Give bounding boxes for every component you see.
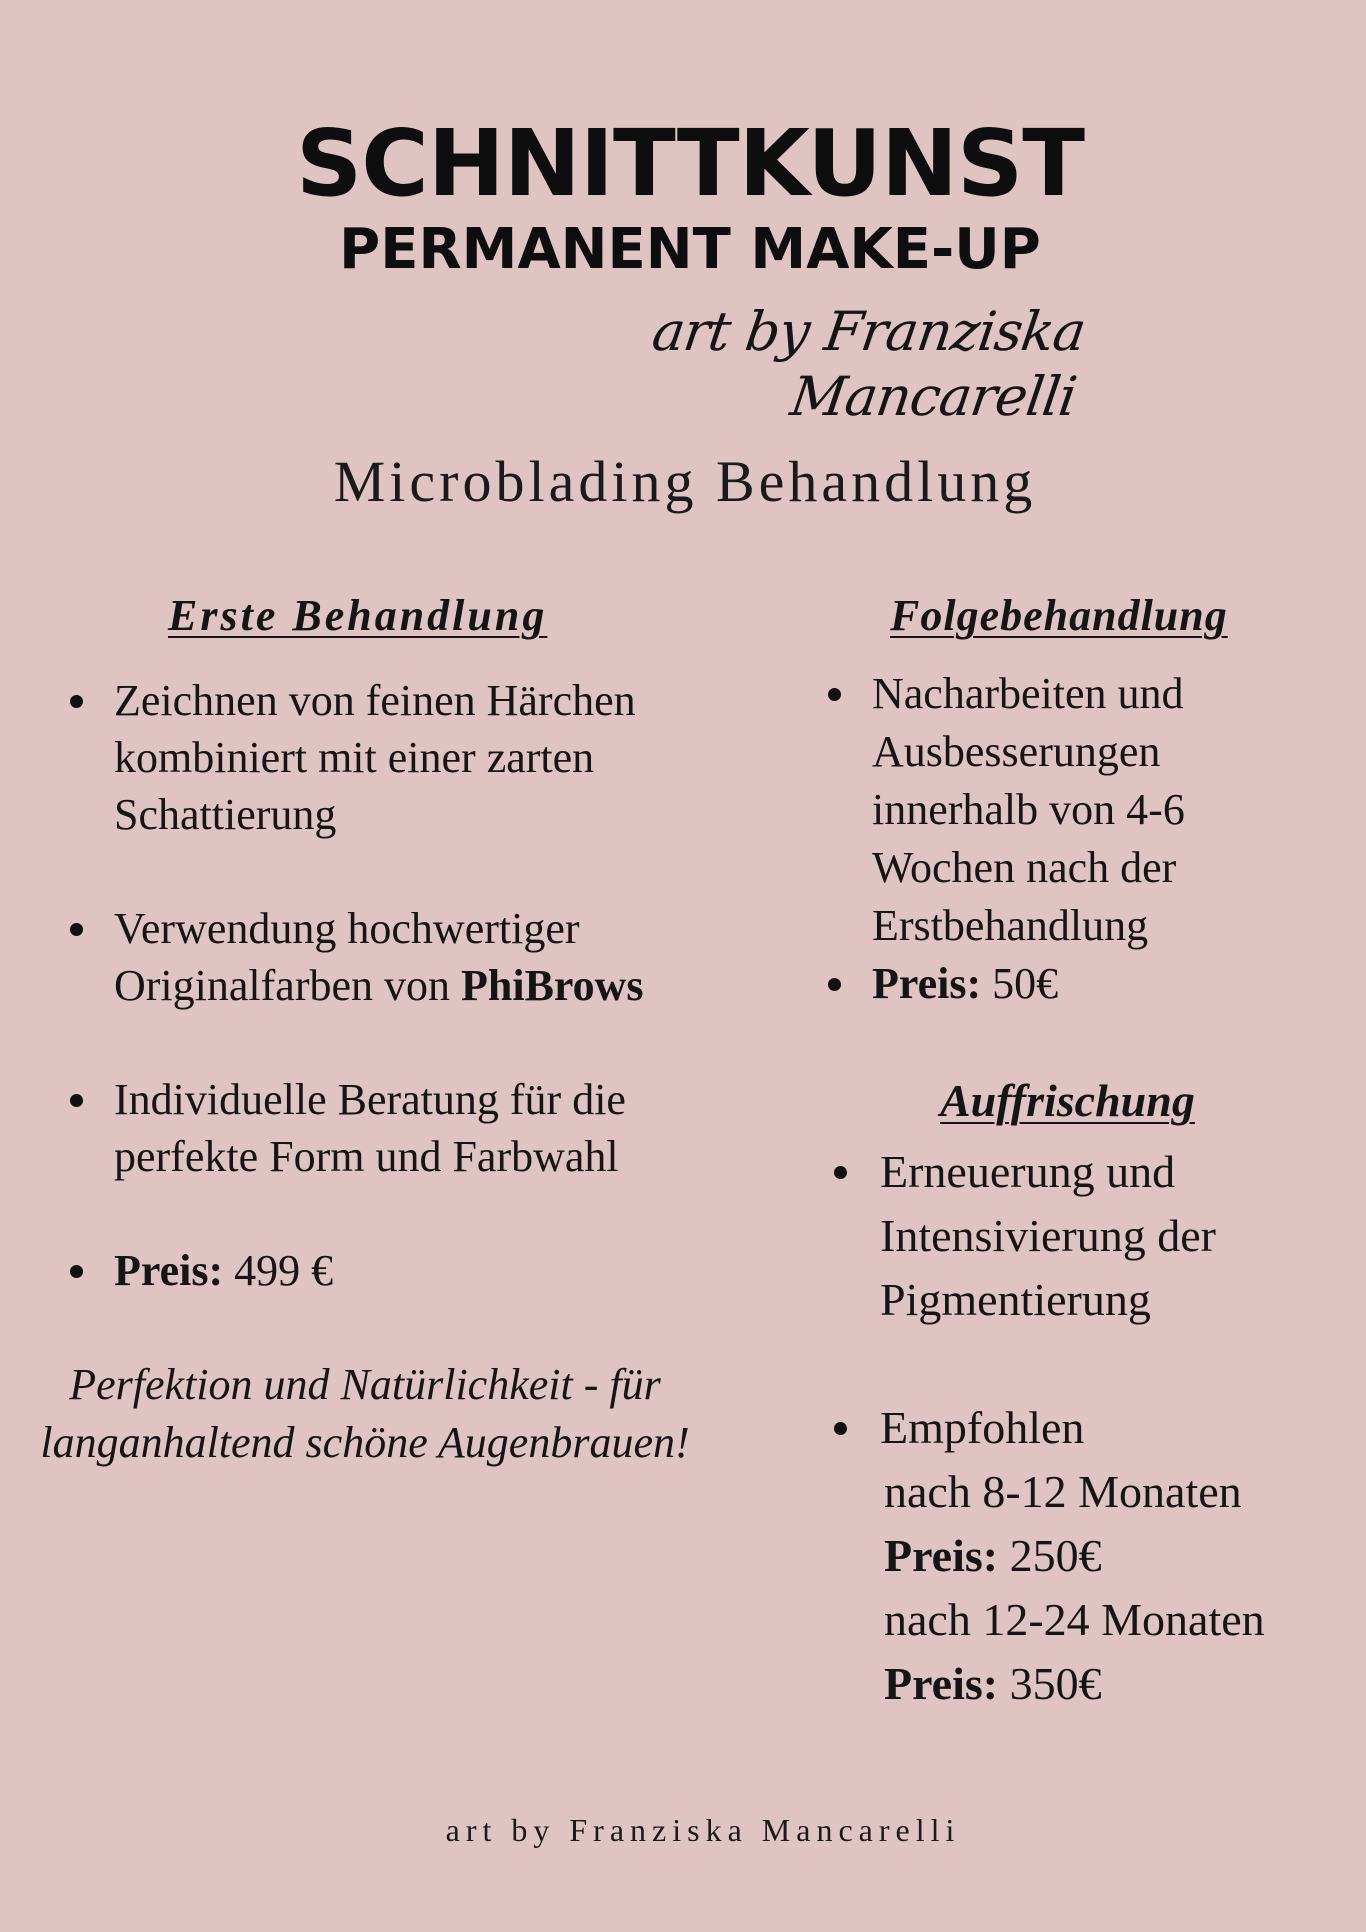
list-item-text: Individuelle Beratung für die perfekte Form und Farbwahl (114, 1075, 626, 1181)
bullet-icon (70, 1265, 83, 1278)
price-value: 350€ (998, 1658, 1102, 1709)
bullet-icon (828, 978, 841, 991)
price-label: Preis: (884, 1530, 999, 1581)
price-label: Preis: (884, 1658, 999, 1709)
section-heading-auffrischung: Auffrischung (940, 1075, 1195, 1126)
brand-highlight: PhiBrows (461, 961, 644, 1010)
bullet-icon (834, 1422, 847, 1435)
brand-name: SCHNITTKUNST (295, 110, 1084, 217)
price-value: 250€ (998, 1530, 1102, 1581)
auffrischung-list (834, 1140, 1334, 1716)
footer-credit: art by Franziska Mancarelli (445, 1812, 961, 1848)
price-item (828, 955, 1328, 1013)
price-label: Preis: (114, 1246, 224, 1295)
bullet-icon (828, 688, 841, 701)
erste-behandlung-list (70, 672, 710, 1299)
list-item (70, 672, 710, 843)
bullet-icon (70, 1094, 83, 1107)
interval-text: nach 12-24 Monaten (884, 1594, 1265, 1645)
list-item-text: Nacharbeiten und Ausbesserungen innerhalb von 4-6 Wochen nach der Erstbehandlung (872, 669, 1185, 950)
price-item (70, 1242, 710, 1299)
bullet-icon (70, 923, 83, 936)
signature: art by Franziska Mancarelli (648, 300, 1090, 428)
section-heading-folgebehandlung: Folgebehandlung (890, 591, 1228, 640)
page-title: Microblading Behandlung (333, 449, 1037, 514)
list-item-text: Zeichnen von feinen Härchen kombiniert mit einer zarten Schattierung (114, 676, 636, 839)
list-item (828, 665, 1328, 955)
price-line (880, 1524, 1334, 1588)
tagline: Perfektion und Natürlichkeit - für langanhaltend schöne Augenbrauen! (40, 1360, 690, 1467)
folgebehandlung-list (828, 665, 1328, 1013)
price-value: 499 € (223, 1246, 334, 1295)
list-item (834, 1140, 1334, 1332)
list-item (70, 900, 710, 1014)
price-label: Preis: (872, 959, 982, 1008)
bullet-icon (70, 695, 83, 708)
interval-text: nach 8-12 Monaten (884, 1466, 1242, 1517)
price-value: 50€ (981, 959, 1059, 1008)
list-item-text: Empfohlen (880, 1402, 1085, 1453)
list-item-text: Verwendung hochwertiger Originalfarben von (114, 904, 580, 1010)
bullet-icon (834, 1166, 847, 1179)
list-item (70, 1071, 710, 1185)
list-item-text: Erneuerung und Intensivierung der Pigmentierung (880, 1146, 1216, 1325)
price-line (880, 1652, 1334, 1716)
section-heading-erste-behandlung: Erste Behandlung (168, 591, 548, 640)
list-item (834, 1396, 1334, 1716)
brand-subtitle: PERMANENT MAKE-UP (339, 217, 1041, 282)
